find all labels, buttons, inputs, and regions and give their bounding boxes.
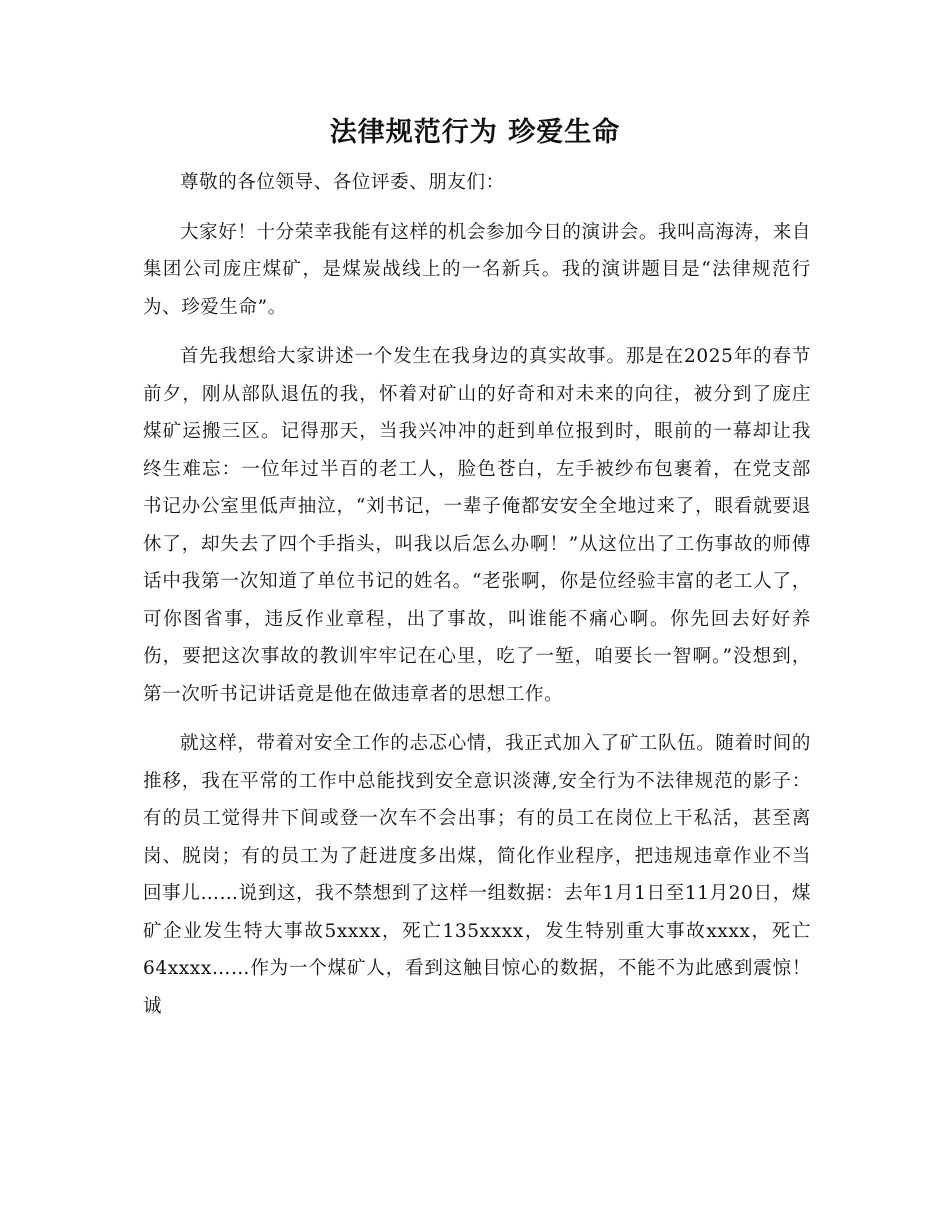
story-paragraph: 首先我想给大家讲述一个发生在我身边的真实故事。那是在2025年的春节前夕，刚从部队退伍的我，怀着对矿山的好奇和对未来的向往，被分到了庞庄煤矿运搬三区。记得那天，当我兴冲冲的赶到单位报到时，眼前的一幕却让我终生难忘：一位年过半百的老工人，脸色苍白，左手被纱布包裹着，在党支部书记办公室里低声抽泣，“刘书记，一辈子俺都安安全全地过来了，眼看就要退休了，却失去了四个手指头，叫我以后怎么办啊！”从这位出了工伤事故的师傅话中我第一次知道了单位书记的姓名。“老张啊，你是位经验丰富的老工人了，可你图省事，违反作业章程，出了事故，叫谁能不痛心啊。你先回去好好养伤，要把这次事故的教训牢牢记在心里，吃了一堑，咱要长一智啊。”没想到，第一次听书记讲话竟是他在做违章者的思想工作。 — [143, 346, 811, 705]
reflection-paragraph: 就这样，带着对安全工作的忐忑心情，我正式加入了矿工队伍。随着时间的推移，我在平常的工作中总能找到安全意识淡薄,安全行为不法律规范的影子：有的员工觉得井下间或登一次车不会出事；有的员工在岗位上干私活，甚至离岗、脱岗；有的员工为了赶进度多出煤，简化作业程序，把违规违章作业不当回事儿……说到这，我不禁想到了这样一组数据：去年1月1日至11月20日，煤矿企业发生特大事故5xxxx，死亡135xxxx，发生特别重大事故xxxx，死亡64xxxx……作为一个煤矿人，看到这触目惊心的数据，不能不为此感到震惊！诚 — [143, 733, 811, 1017]
document-title: 法律规范行为 珍爱生命 — [329, 117, 621, 148]
document-body — [143, 164, 811, 1025]
intro-paragraph: 大家好！十分荣幸我能有这样的机会参加今日的演讲会。我叫高海涛，来自集团公司庞庄煤矿，是煤炭战线上的一名新兵。我的演讲题目是“法律规范行为、珍爱生命”。 — [143, 221, 811, 318]
greeting-paragraph: 尊敬的各位领导、各位评委、朋友们： — [180, 172, 505, 193]
